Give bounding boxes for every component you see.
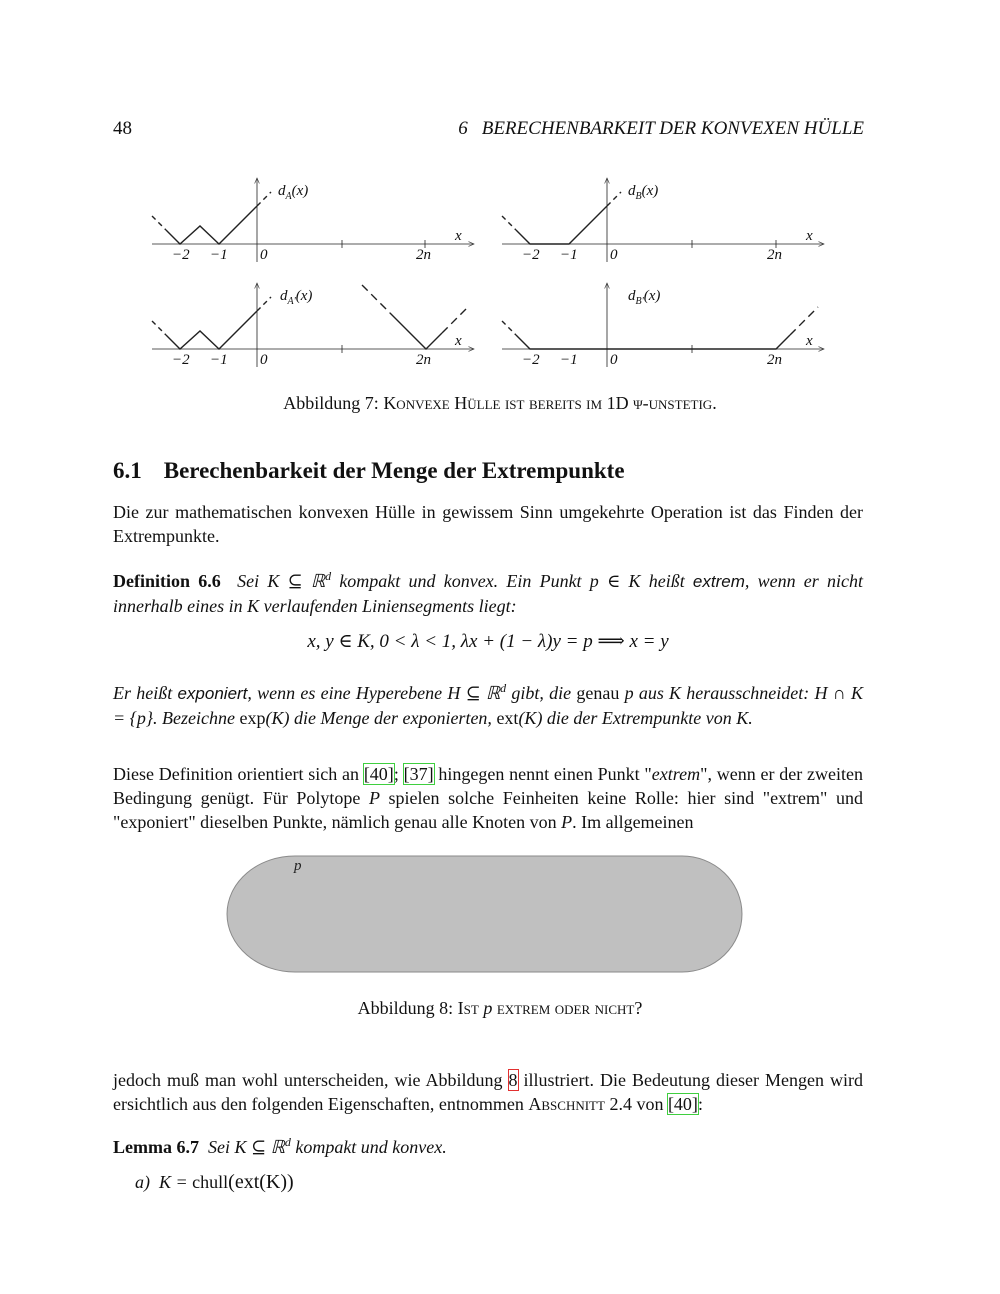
- definition-label: Definition 6.6: [113, 571, 221, 591]
- paragraph-definition-note: Diese Definition orientiert sich an [40]; [37] hingegen nennt einen Punkt "extrem", wenn er der zweiten Bedingung genügt. Für Polytope P spielen solche Feinheiten keine Rolle: hier sind "extrem" und "exponiert" dieselben Punkte, nämlich genau alle Knoten von P. Im allgemeinen: [113, 764, 863, 832]
- curve-dB: [516, 206, 607, 244]
- tick-label: 0: [260, 352, 268, 368]
- curve-dB-prime: [516, 335, 790, 349]
- curve-dA-prime: [166, 311, 257, 349]
- figure-7: [0, 0, 1000, 390]
- label-dA: $d_A(x)$: [278, 183, 309, 202]
- tick-label: −2: [522, 247, 540, 263]
- curve-dA-dash-right: [257, 192, 271, 206]
- intro-paragraph: Die zur mathematischen konvexen Hülle in gewissem Sinn umgekehrte Operation ist das Finden der Extrempunkte.: [113, 502, 863, 546]
- figure-8-link[interactable]: 8: [508, 1070, 518, 1090]
- tick-label: −1: [560, 352, 578, 368]
- tick-label: −2: [172, 352, 190, 368]
- citation-link-40[interactable]: [40]: [667, 1094, 698, 1114]
- section-title: Berechenbarkeit der Menge der Extrempunkte: [163, 458, 625, 483]
- tick-label: 2n: [767, 247, 782, 263]
- definition-continuation: Er heißt exponiert, wenn es eine Hyperebene H ⊆ ℝ$^d$ gibt, die genau p aus K herausschneidet: H ∩ K = {p}. Bezeichne exp(K) die Menge der exponierten, ext(K) die der Extrempunkte von K.: [113, 681, 863, 728]
- label-dA-prime: $d_{A'}(x)$: [280, 288, 313, 307]
- definition-6-6: Definition 6.6 Sei K ⊆ ℝ$^d$ kompakt und konvex. Ein Punkt p ∈ K heißt extrem, wenn er nicht innerhalb eines in K verlaufenden Liniensegments liegt:: [113, 569, 863, 616]
- point-p-label: p: [294, 858, 302, 874]
- definition-equation: x, y ∈ K, 0 < λ < 1, λx + (1 − λ)y = p ⟹ x = y: [307, 631, 669, 652]
- term-extrem: extrem: [692, 572, 745, 591]
- citation-link-37[interactable]: [37]: [403, 764, 434, 784]
- tick-label: −1: [210, 352, 228, 368]
- tick-label: −1: [560, 247, 578, 263]
- tick-label: 2n: [416, 352, 431, 368]
- tick-label: −1: [210, 247, 228, 263]
- section-heading: [113, 458, 625, 484]
- tick-label: −2: [522, 352, 540, 368]
- chapter-number: 6: [458, 118, 468, 139]
- x-label-br: x: [806, 333, 813, 349]
- x-label-tl: x: [455, 228, 462, 244]
- curve-dA-prime-right: [390, 313, 442, 349]
- curve-dA: [166, 206, 257, 244]
- figure-8-caption: Abbildung 8: Ist p extrem oder nicht?: [357, 998, 643, 1018]
- tick-label: 0: [610, 247, 618, 263]
- label-dB: $d_B(x)$: [628, 183, 659, 202]
- lemma-label: Lemma 6.7: [113, 1137, 199, 1157]
- tick-label: 0: [610, 352, 618, 368]
- figure-7-caption: Abbildung 7: Konvexe Hülle ist bereits im 1D ψ-unstetig.: [283, 393, 717, 413]
- lemma-6-7: Lemma 6.7 Sei K ⊆ ℝ$^d$ kompakt und konvex.: [113, 1135, 447, 1157]
- chapter-title: BERECHENBARKEIT DER KONVEXEN HÜLLE: [481, 118, 864, 139]
- tick-label: 2n: [767, 352, 782, 368]
- tick-label: −2: [172, 247, 190, 263]
- curve-dB-dash-right: [607, 192, 621, 206]
- curve-dA-dash-left: [152, 216, 166, 230]
- page-number: 48: [113, 118, 132, 139]
- tick-label: 0: [260, 247, 268, 263]
- lemma-item-a: a) K = chull(ext(K)): [135, 1171, 294, 1193]
- x-label-bl: x: [455, 333, 462, 349]
- citation-link-40[interactable]: [40]: [363, 764, 394, 784]
- tick-label: 2n: [416, 247, 431, 263]
- label-dB-prime: $d_{B'}(x)$: [628, 288, 661, 307]
- paragraph-figure-ref: jedoch muß man wohl unterscheiden, wie Abbildung 8 illustriert. Die Bedeutung dieser Mengen wird ersichtlich aus den folgenden Eigenschaften, entnommen Abschnitt 2.4 von [40]:: [113, 1070, 863, 1114]
- x-label-tr: x: [806, 228, 813, 244]
- term-exponiert: exponiert: [177, 684, 248, 703]
- section-number: 6.1: [113, 458, 142, 483]
- figure-8: [0, 840, 1000, 990]
- stadium-shape: [227, 856, 742, 972]
- curve-dB-dash-left: [502, 216, 516, 230]
